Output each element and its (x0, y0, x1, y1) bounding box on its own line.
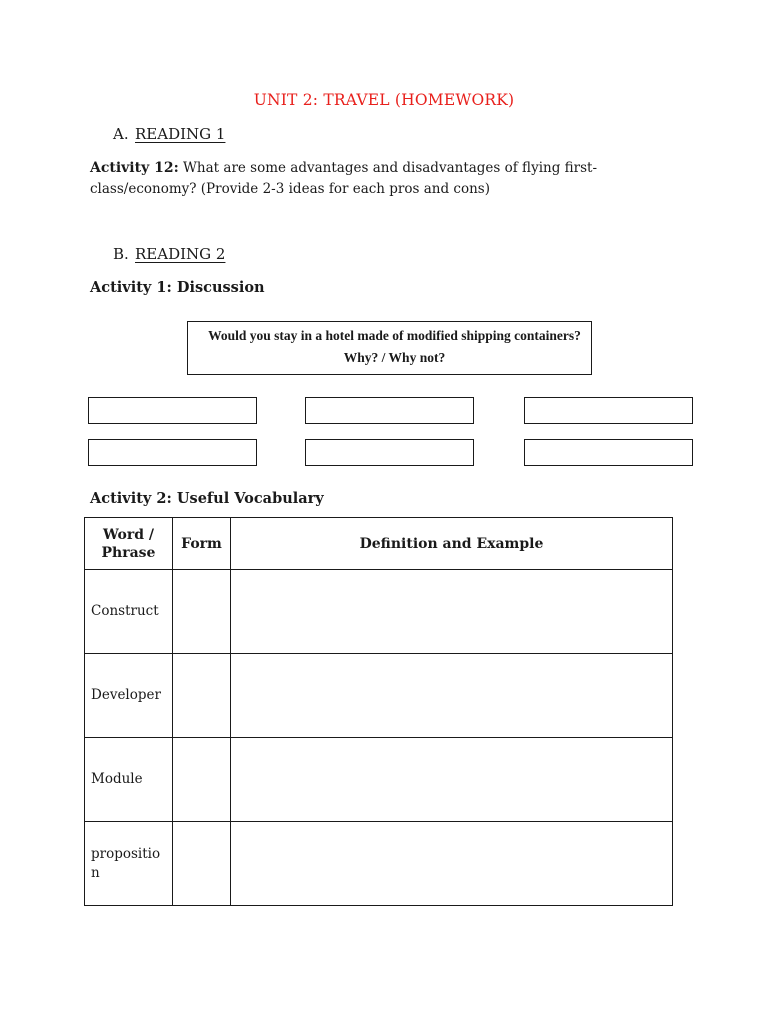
answer-box[interactable] (524, 397, 693, 424)
form-cell[interactable] (173, 822, 231, 906)
vocabulary-table (84, 517, 673, 906)
section-a-letter: A. (113, 125, 129, 143)
definition-cell[interactable] (231, 570, 673, 654)
form-cell[interactable] (173, 738, 231, 822)
header-definition: Definition and Example (231, 518, 673, 570)
discussion-prompt-box: Would you stay in a hotel made of modified shipping containers? Why? / Why not? (187, 321, 592, 375)
table-row (85, 822, 673, 906)
page-title: UNIT 2: TRAVEL (HOMEWORK) (253, 91, 515, 109)
activity-12-text: What are some advantages and disadvantages of flying first-class/economy? (Provide 2-3 ideas for each pros and cons) (90, 160, 598, 197)
table-row (85, 570, 673, 654)
activity-12-label: Activity 12: (90, 160, 179, 176)
definition-cell[interactable] (231, 822, 673, 906)
word-cell: Module (85, 738, 173, 822)
word-cell: proposition (85, 822, 173, 906)
word-cell: Developer (85, 654, 173, 738)
answer-box[interactable] (88, 439, 257, 466)
section-b-label: READING 2 (135, 245, 226, 263)
definition-cell[interactable] (231, 654, 673, 738)
activity-2-title: Activity 2: Useful Vocabulary (90, 490, 324, 507)
form-cell[interactable] (173, 570, 231, 654)
header-word-phrase: Word / Phrase (85, 518, 173, 570)
section-b-heading (113, 245, 225, 263)
header-form: Form (173, 518, 231, 570)
word-cell: Construct (85, 570, 173, 654)
answer-box[interactable] (305, 439, 474, 466)
answer-box[interactable] (305, 397, 474, 424)
answer-box[interactable] (524, 439, 693, 466)
activity-12-paragraph (90, 158, 610, 200)
form-cell[interactable] (173, 654, 231, 738)
table-row (85, 654, 673, 738)
table-row (85, 738, 673, 822)
definition-cell[interactable] (231, 738, 673, 822)
section-a-label: READING 1 (135, 125, 226, 143)
section-a-heading (113, 125, 225, 143)
table-header-row (85, 518, 673, 570)
section-b-letter: B. (113, 245, 129, 263)
answer-box[interactable] (88, 397, 257, 424)
activity-1-title: Activity 1: Discussion (90, 279, 265, 296)
